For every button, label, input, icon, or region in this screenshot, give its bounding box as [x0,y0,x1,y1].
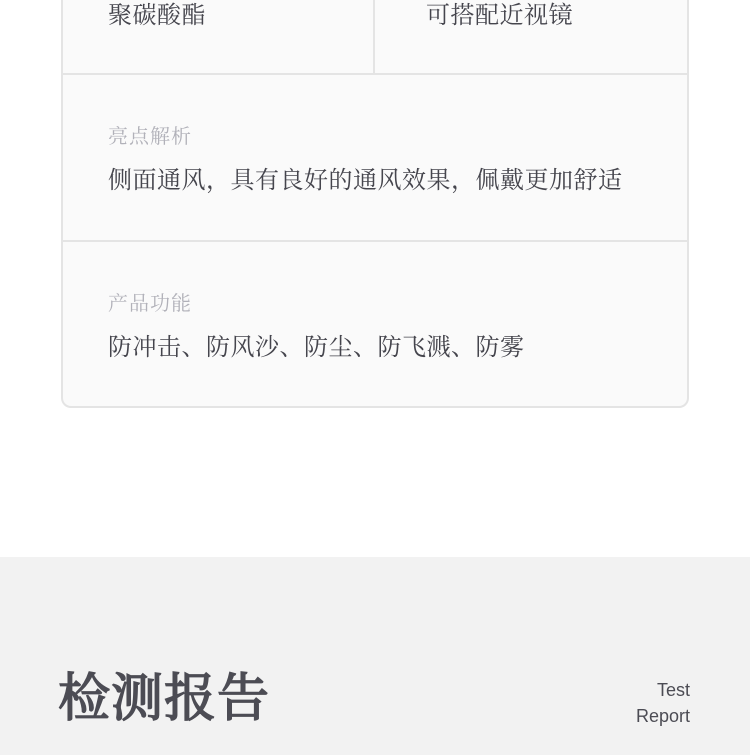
test-report-subtitle-en [636,677,690,729]
functions-label: 产品功能 [108,293,192,315]
spec-cell-material [63,0,375,73]
spec-cells-row [63,0,687,75]
test-report-subtitle-line2: Report [635,706,690,726]
test-report-subtitle-line1: Test [656,680,690,700]
functions-content: 防冲击、防风沙、防尘、防飞溅、防雾 [108,334,525,361]
test-report-title: 检测报告 [58,670,271,728]
spec-cell-glasses-compat-value: 可搭配近视镜 [426,2,573,29]
highlights-label: 亮点解析 [108,126,192,148]
spec-cell-glasses-compat [375,0,687,73]
test-report-section [0,557,750,755]
spec-cell-material-value: 聚碳酸酯 [108,2,206,29]
spec-section-highlights [63,75,687,242]
highlights-content: 侧面通风，具有良好的通风效果，佩戴更加舒适 [108,167,623,194]
spec-section-functions [63,242,687,408]
spec-table-card [61,0,689,408]
